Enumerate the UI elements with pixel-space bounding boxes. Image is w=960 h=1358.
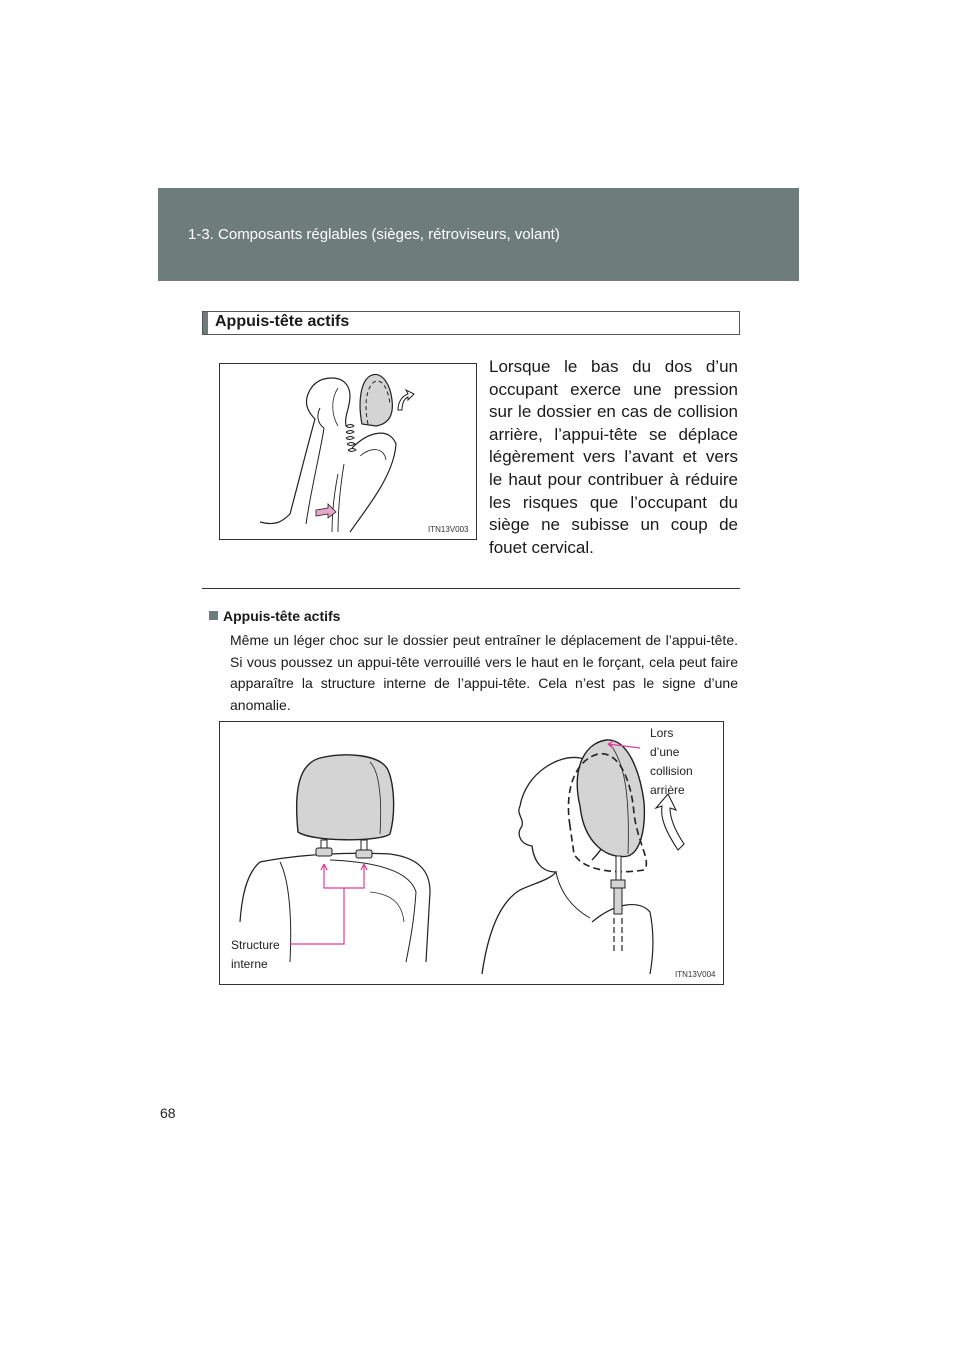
chapter-header-band [158,188,799,281]
section-heading: Appuis-tête actifs [215,313,350,330]
figure-code: ITN13V003 [428,525,469,534]
note-heading [209,608,340,624]
chapter-section-title: 1-3. Composants réglables (sièges, rétroviseurs, volant) [188,226,560,243]
note-paragraph: Même un léger choc sur le dossier peut entraîner le déplacement de l’appui-tête. Si vous poussez un appui-tête verrouillé vers le haut en le forçant, cela peut faire apparaître la structure interne de l’appui-tête. Cela n’est pas le signe d’une anomalie. [230,632,738,713]
figure-code: ITN13V004 [675,970,716,979]
callout-internal-structure: Structure interne [231,938,280,971]
section-paragraph: Lorsque le bas du dos d’un occupant exerce une pression sur le dossier en cas de collision arrière, l’appui-tête se déplace légèrement vers l’avant et vers le haut pour contribuer à réduire les risques que l’occupant du siège ne subisse un coup de fouet cervical. [489,357,738,557]
heading-tab-marker [203,312,208,334]
square-bullet-icon [209,611,218,620]
headrest-side-illustration [220,364,476,539]
headrest-structure-illustration [220,722,723,984]
figure-active-headrest-side-view [219,363,477,540]
section-divider [202,588,740,589]
section-heading-bar [202,311,740,335]
figure-headrest-internal-structure [219,721,724,985]
callout-rear-collision: Lors d’une collision arrière [650,726,693,797]
note-heading-text: Appuis-tête actifs [223,608,341,624]
page-number: 68 [160,1105,176,1121]
